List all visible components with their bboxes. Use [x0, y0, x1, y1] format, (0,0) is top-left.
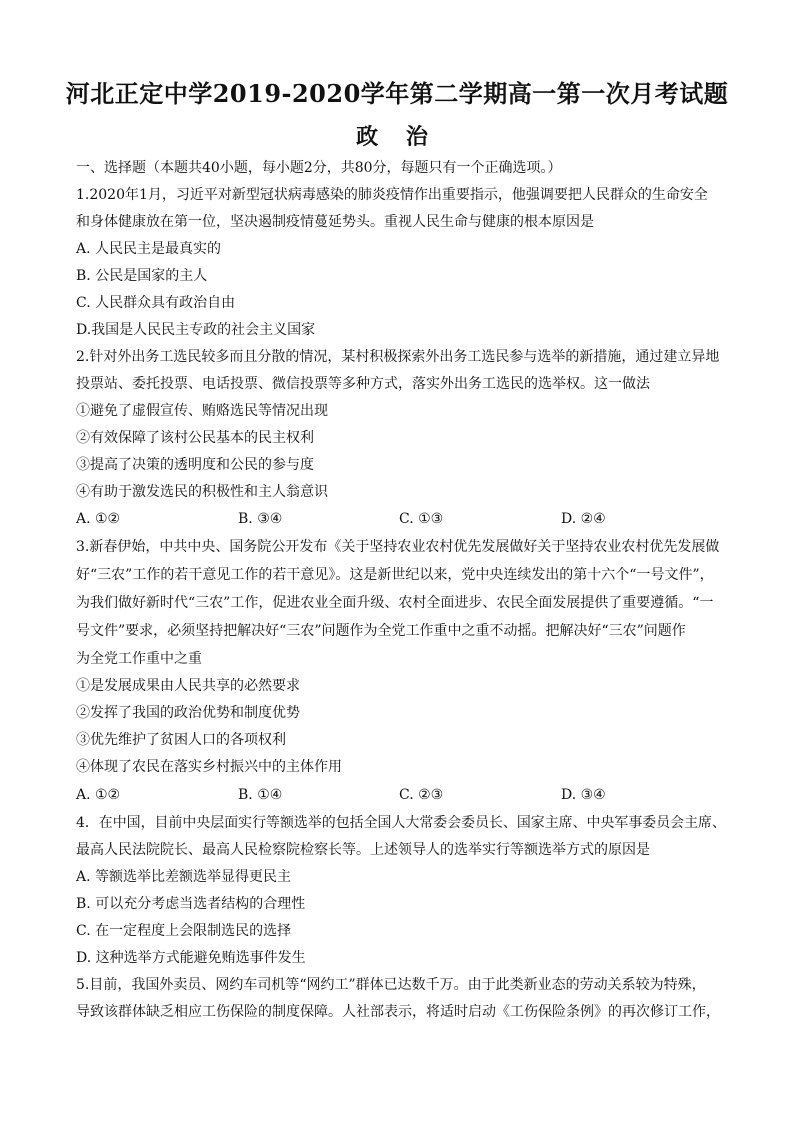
question-2-statement-1: ①避免了虚假宣传、贿赂选民等情况出现 [76, 403, 328, 419]
section-header: 一、选择题（本题共40小题，每小题2分，共80分，每题只有一个正确选项。） [76, 160, 562, 176]
question-4-stem-line-2: 最高人民法院院长、最高人民检察院检察长等。上述领导人的选举实行等额选举方式的原因是 [76, 842, 650, 858]
question-3-stem-line-3: 为我们做好新时代“三农”工作，促进农业全面升级、农村全面进步、农民全面发展提供了重要遵循。“一 [76, 595, 714, 611]
question-4-option-d: D. 这种选举方式能避免贿选事件发生 [76, 950, 306, 966]
question-1-stem-line-1: 1.2020年1月，习近平对新型冠状病毒感染的肺炎疫情作出重要指示，他强调要把人民群众的生命安全 [76, 187, 708, 203]
question-3-option-b: B. ①④ [238, 787, 283, 803]
question-3-option-c: C. ②③ [399, 787, 444, 803]
question-3-stem-line-2: 好“三农”工作的若干意见工作的若干意见》。这是新世纪以来，党中央连续发出的第十六个“一号文件”， [76, 567, 714, 583]
question-4-option-b: B. 可以充分考虑当选者结构的合理性 [76, 896, 306, 912]
question-3-option-a: A. ①② [76, 787, 121, 803]
question-3-statement-4: ④体现了农民在落实乡村振兴中的主体作用 [76, 759, 342, 775]
question-1-option-a: A. 人民民主是最真实的 [76, 241, 222, 257]
question-3-statement-1: ①是发展成果由人民共享的必然要求 [76, 678, 300, 694]
question-3-statement-2: ②发挥了我国的政治优势和制度优势 [76, 705, 300, 721]
question-2-statement-4: ④有助于激发选民的积极性和主人翁意识 [76, 484, 328, 500]
question-2-option-a: A. ①② [76, 511, 121, 527]
question-1-option-b: B. 公民是国家的主人 [76, 268, 208, 284]
question-1-option-c: C. 人民群众具有政治自由 [76, 295, 236, 311]
question-5-stem-line-2: 导致该群体缺乏相应工伤保险的制度保障。人社部表示，将适时启动《工伤保险条例》的再次修订工作， [76, 1004, 720, 1020]
question-2-option-b: B. ③④ [238, 511, 283, 527]
question-4-stem-line-1: 4．在中国，目前中央层面实行等额选举的包括全国人大常委会委员长、国家主席、中央军事委员会主席、 [76, 815, 726, 831]
question-3-stem-line-1: 3.新春伊始，中共中央、国务院公开发布《关于坚持农业农村优先发展做好关于坚持农业农村优先发展做 [76, 539, 720, 555]
exam-subject: 政 治 [356, 124, 438, 150]
question-3-option-d: D. ③④ [561, 787, 606, 803]
question-1-stem-line-2: 和身体健康放在第一位，坚决遏制疫情蔓延势头。重视人民生命与健康的根本原因是 [76, 214, 594, 230]
question-2-statement-3: ③提高了决策的透明度和公民的参与度 [76, 457, 314, 473]
question-1-option-d: D.我国是人民民主专政的社会主义国家 [76, 322, 316, 338]
question-3-stem-line-4: 号文件”要求，必须坚持把解决好“三农”问题作为全党工作重中之重不动摇。把解决好“三农”问题作 [76, 623, 686, 639]
exam-title: 河北正定中学2019-2020学年第二学期高一第一次月考试题 [65, 79, 729, 108]
question-4-option-c: C. 在一定程度上会限制选民的选择 [76, 923, 292, 939]
question-5-stem-line-1: 5.目前，我国外卖员、网约车司机等“网约工”群体已达数千万。由于此类新业态的劳动关系较为特殊， [76, 977, 706, 993]
question-2-stem-line-2: 投票站、委托投票、电话投票、微信投票等多种方式，落实外出务工选民的选举权。这一做法 [76, 376, 650, 392]
question-2-stem-line-1: 2.针对外出务工选民较多而且分散的情况，某村积极探索外出务工选民参与选举的新措施，通过建立异地 [76, 349, 720, 365]
question-2-option-c: C. ①③ [399, 511, 444, 527]
question-3-stem-line-5: 为全党工作重中之重 [76, 651, 202, 667]
question-4-option-a: A. 等额选举比差额选举显得更民主 [76, 869, 292, 885]
question-3-statement-3: ③优先维护了贫困人口的各项权利 [76, 732, 286, 748]
question-2-option-d: D. ②④ [561, 511, 606, 527]
question-2-statement-2: ②有效保障了该村公民基本的民主权利 [76, 430, 314, 446]
